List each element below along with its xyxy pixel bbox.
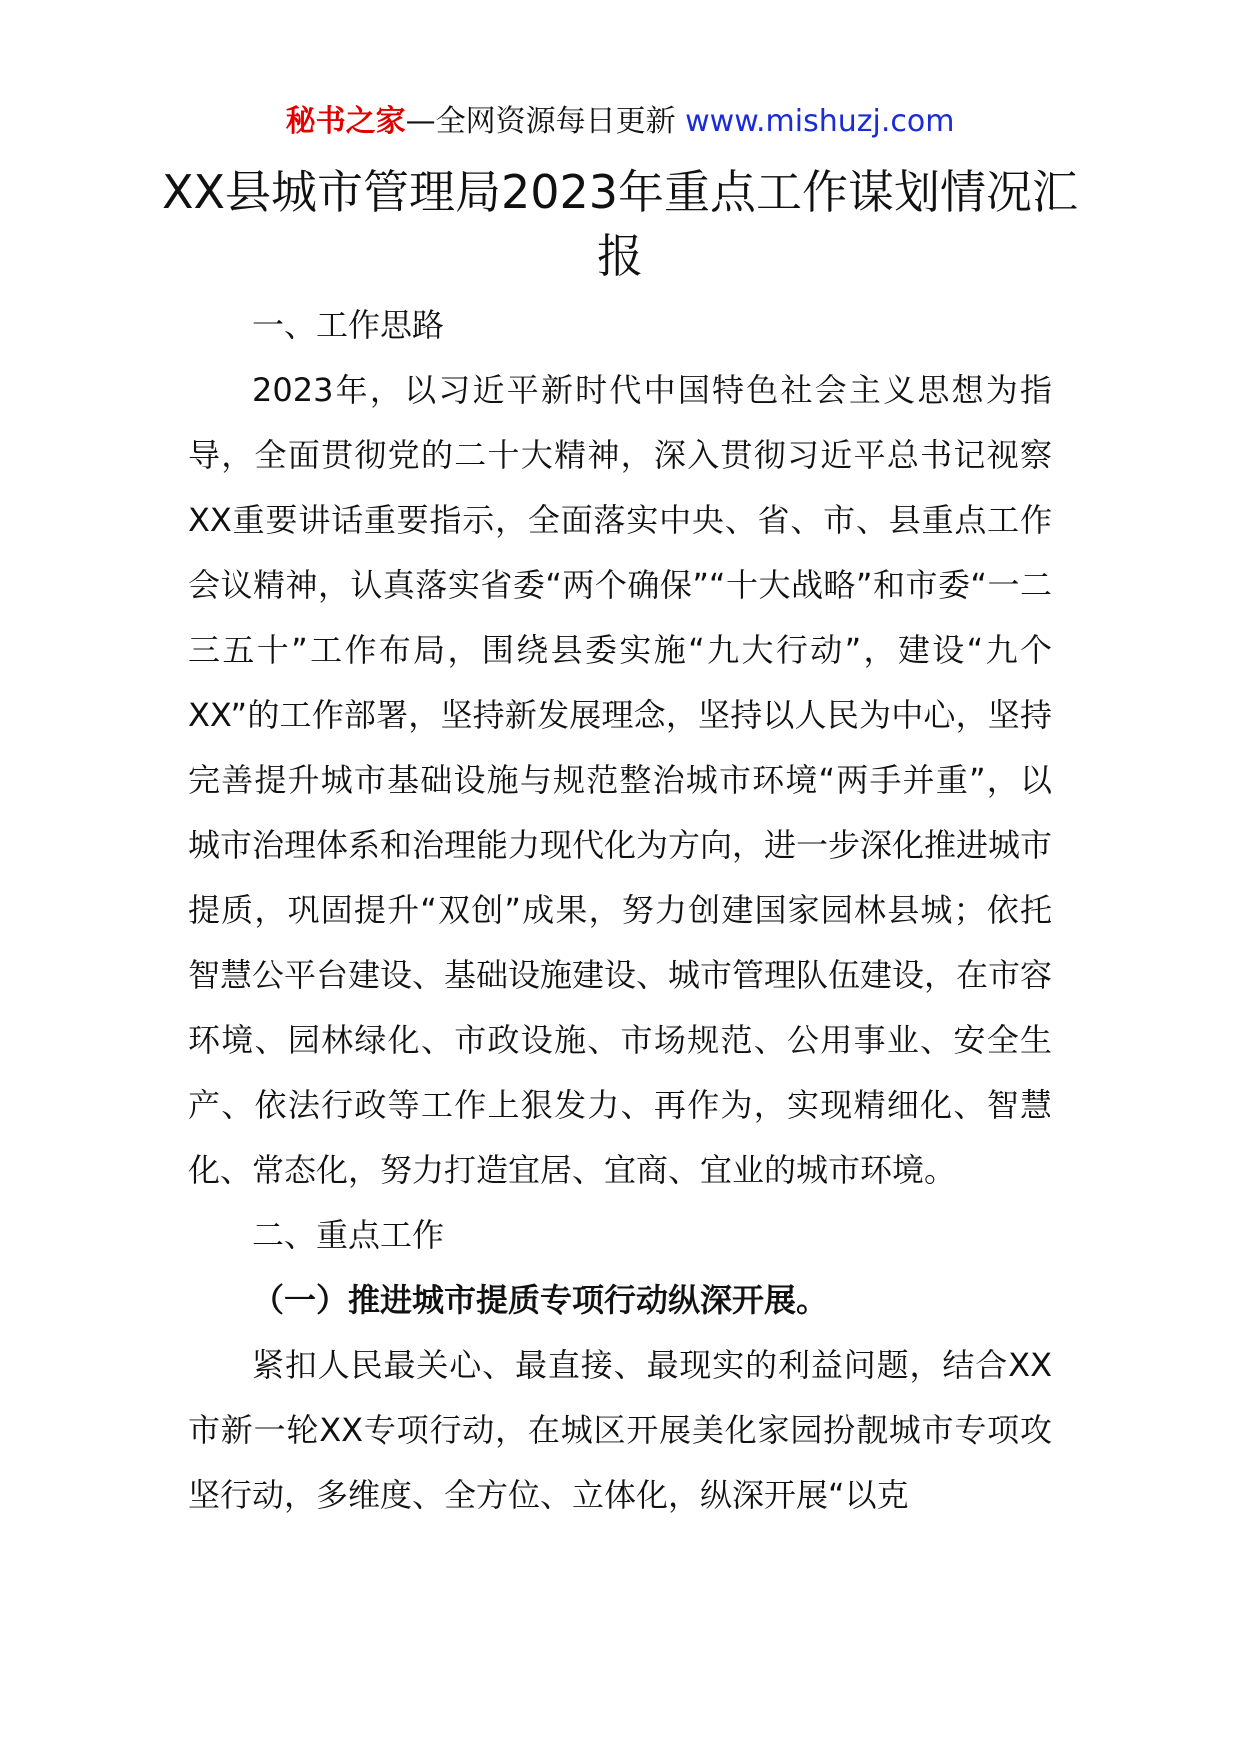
paragraph-work-approach: 2023年，以习近平新时代中国特色社会主义思想为指导，全面贯彻党的二十大精神，深入贯彻习近平总书记视察XX重要讲话重要指示，全面落实中央、省、市、县重点工作会议精神，认真落实省委“两个确保”“十大战略”和市委“一二三五十”工作布局，围绕县委实施“九大行动”，建设“九个XX”的工作部署，坚持新发展理念，坚持以人民为中心，坚持完善提升城市基础设施与规范整治城市环境“两手并重”，以城市治理体系和治理能力现代化为方向，进一步深化推进城市提质，巩固提升“双创”成果，努力创建国家园林县城；依托智慧公平台建设、基础设施建设、城市管理队伍建设，在市容环境、园林绿化、市政设施、市场规范、公用事业、安全生产、依法行政等工作上狠发力、再作为，实现精细化、智慧化、常态化，努力打造宜居、宜商、宜业的城市环境。	[188, 371, 1053, 1189]
section-heading-key-work: 二、重点工作	[252, 1216, 445, 1254]
document-title: XX县城市管理局2023年重点工作谋划情况汇报	[161, 165, 1079, 283]
brand-name: 秘书之家	[285, 104, 406, 139]
section-heading-work-approach: 一、工作思路	[252, 306, 445, 344]
subsection-heading-city-upgrade: （一）推进城市提质专项行动纵深开展。	[252, 1281, 829, 1319]
brand-slogan: —全网资源每日更新	[405, 104, 676, 139]
site-url-link[interactable]: www.mishuzj.com	[685, 104, 955, 139]
document-body	[188, 293, 1052, 1528]
paragraph-city-upgrade: 紧扣人民最关心、最直接、最现实的利益问题，结合XX市新一轮XX专项行动，在城区开展美化家园扮靓城市专项攻坚行动，多维度、全方位、立体化，纵深开展“以克	[188, 1346, 1052, 1514]
watermark-header	[0, 100, 1240, 144]
